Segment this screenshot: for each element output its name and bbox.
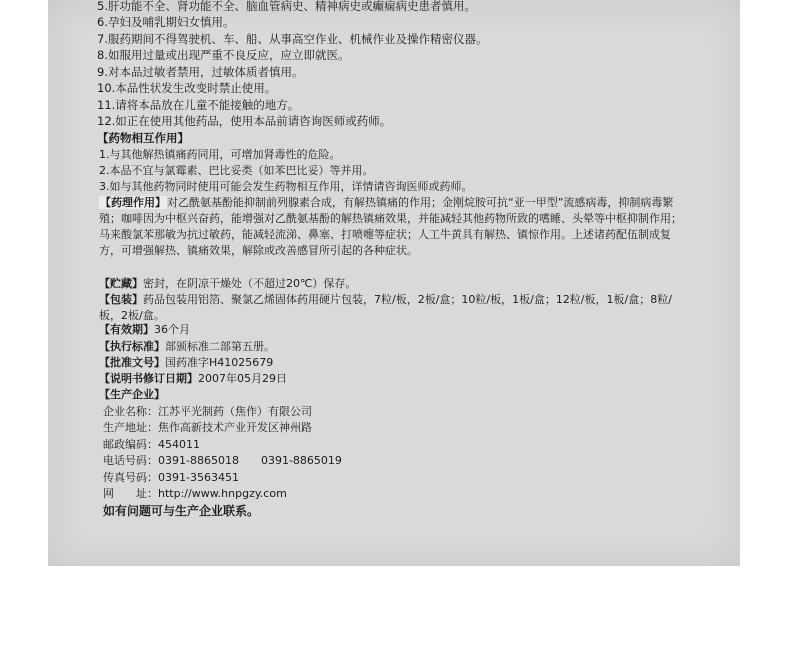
validity-header: 【有效期】 [99, 323, 154, 336]
precaution-6: 6.孕妇及哺乳期妇女慎用。 [97, 15, 235, 29]
storage-line [99, 276, 356, 292]
fax-line [103, 470, 239, 486]
validity-line [99, 322, 190, 338]
validity-text: 36个月 [154, 323, 190, 336]
standard-line [99, 339, 275, 355]
precaution-5: 5.肝功能不全、肾功能不全、脑血管病史、精神病史或癫痫病史患者慎用。 [97, 0, 476, 13]
precaution-10: 10.本品性状发生改变时禁止使用。 [97, 81, 277, 95]
interaction-2: 2.本品不宜与氯霉素、巴比妥类（如苯巴比妥）等并用。 [99, 164, 374, 177]
revision-text: 2007年05月29日 [198, 372, 287, 385]
revision-line [99, 371, 287, 387]
standard-header: 【执行标准】 [99, 340, 165, 353]
revision-header: 【说明书修订日期】 [99, 372, 198, 385]
interaction-3: 3.如与其他药物同时使用可能会发生药物相互作用，详情请咨询医师或药师。 [99, 180, 473, 193]
phone-label: 电话号码： [103, 454, 158, 467]
storage-header: 【贮藏】 [99, 277, 143, 290]
address-line [103, 420, 312, 436]
pharmacology-header: 【药理作用】 [100, 196, 166, 209]
website-url: http://www.hnpgzy.com [158, 487, 287, 500]
interaction-header: 【药物相互作用】 [97, 131, 189, 145]
approval-text: 国药准字H41025679 [165, 356, 274, 369]
address: 焦作高新技术产业开发区神州路 [158, 421, 312, 434]
approval-header: 【批准文号】 [99, 356, 165, 369]
storage-text: 密封，在阴凉干燥处（不超过20℃）保存。 [143, 277, 357, 290]
package-section [99, 292, 689, 324]
interaction-1: 1.与其他解热镇痛药同用，可增加肾毒性的危险。 [99, 148, 341, 161]
website-line [103, 486, 287, 502]
fax-label: 传真号码： [103, 471, 158, 484]
address-label: 生产地址： [103, 421, 158, 434]
website-label: 网 址： [103, 487, 158, 500]
package-header: 【包装】 [99, 293, 143, 306]
zip-code: 454011 [158, 438, 200, 451]
contact-note: 如有问题可与生产企业联系。 [103, 504, 260, 518]
phone-line [103, 453, 342, 469]
precaution-8: 8.如服用过量或出现严重不良反应，应立即就医。 [97, 48, 350, 62]
manufacturer-header: 【生产企业】 [99, 388, 165, 401]
leaflet-scan [48, 0, 740, 566]
zip-label: 邮政编码： [103, 438, 158, 451]
fax-number: 0391-3563451 [158, 471, 239, 484]
precaution-9: 9.对本品过敏者禁用，过敏体质者慎用。 [97, 65, 304, 79]
standard-text: 部颁标准二部第五册。 [165, 340, 275, 353]
precaution-11: 11.请将本品放在儿童不能接触的地方。 [97, 98, 300, 112]
precaution-7: 7.服药期间不得驾驶机、车、船、从事高空作业、机械作业及操作精密仪器。 [97, 32, 488, 46]
zip-line [103, 437, 200, 453]
company-name: 江苏平光制药（焦作）有限公司 [158, 405, 312, 418]
company-name-label: 企业名称： [103, 405, 158, 418]
pharmacology-text: 对乙酰氨基酚能抑制前列腺素合成，有解热镇痛的作用；金刚烷胺可抗“亚一甲型”流感病毒，抑制病毒繁殖；咖啡因为中枢兴奋药，能增强对乙酰氨基酚的解热镇痛效果，并能减轻其他药物所致的嗜睡、头晕等中枢抑制作用；马来酸氯苯那敏为抗过敏药，能减轻流涕、鼻塞、打喷嚏等症状；人工牛黄具有解热、镇惊作用。上述诸药配伍制成复方，可增强解热、镇痛效果，解除或改善感冒所引起的各种症状。 [99, 196, 682, 257]
phone-numbers: 0391-8865018 0391-8865019 [158, 454, 342, 467]
precaution-12: 12.如正在使用其他药品，使用本品前请咨询医师或药师。 [97, 114, 392, 128]
approval-line [99, 355, 273, 371]
package-text: 药品包装用铝箔、聚氯乙烯固体药用硬片包装，7粒/板，2板/盒；10粒/板，1板/盒；12粒/板，1板/盒；8粒/板，2板/盒。 [99, 293, 672, 322]
company-name-line [103, 404, 312, 420]
pharmacology-section [99, 195, 689, 259]
